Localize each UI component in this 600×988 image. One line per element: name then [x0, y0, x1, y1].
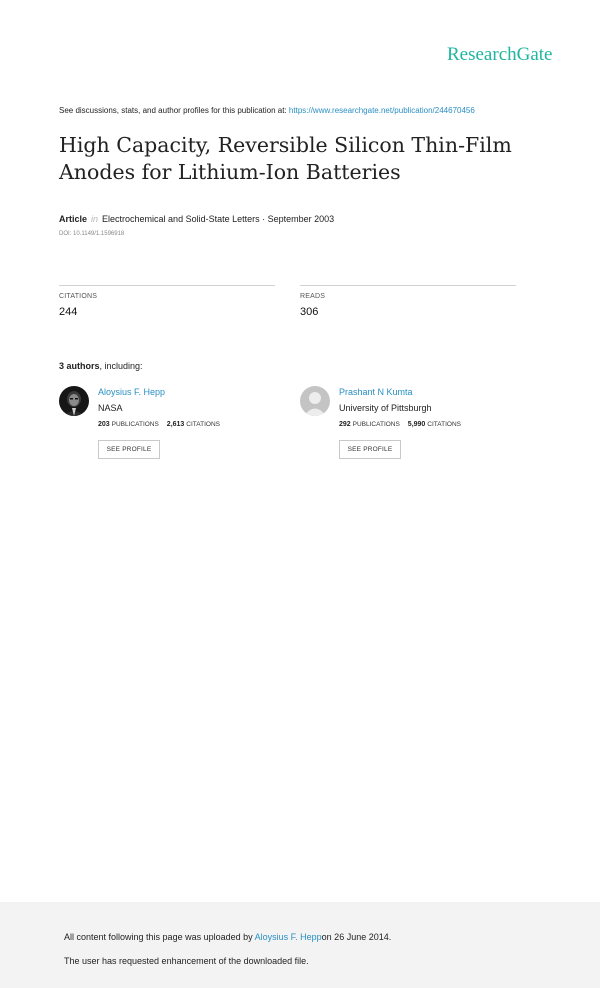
author-name[interactable]: Prashant N Kumta — [339, 387, 413, 397]
page-title — [59, 132, 539, 186]
doi: DOI: 10.1149/1.1596918 — [59, 231, 125, 237]
title-line-1: High Capacity, Reversible Silicon Thin-Film — [59, 133, 512, 157]
uploader-link[interactable]: Aloysius F. Hepp — [254, 932, 322, 942]
publications-count: 292 — [339, 421, 351, 428]
author-citations-count: 5,990 — [407, 421, 426, 428]
author-card — [59, 386, 289, 466]
default-avatar-icon[interactable] — [300, 386, 330, 416]
publication-link[interactable]: https://www.researchgate.net/publication/244670456 — [288, 106, 475, 115]
divider-citations — [59, 285, 275, 286]
author-card — [300, 386, 530, 466]
authors-count: 3 authors — [59, 361, 100, 371]
author-photo-icon — [59, 386, 89, 416]
author-citations-label: CITATIONS — [186, 421, 220, 428]
discussion-line — [59, 106, 475, 115]
avatar-placeholder-icon — [300, 386, 330, 416]
publication-meta — [59, 214, 334, 224]
publication-type: Article — [59, 214, 88, 224]
venue: Electrochemical and Solid-State Letters · September 2003 — [102, 214, 335, 224]
footer — [0, 902, 600, 988]
title-line-2: Anodes for Lithium-Ion Batteries — [59, 160, 401, 184]
author-name[interactable]: Aloysius F. Hepp — [98, 387, 166, 397]
reads-value: 306 — [300, 306, 319, 318]
author-stats — [339, 421, 461, 428]
author-institution: University of Pittsburgh — [339, 403, 432, 413]
author-institution: NASA — [98, 403, 123, 413]
reads-label: READS — [300, 293, 326, 300]
in-word: in — [91, 214, 99, 224]
authors-heading — [59, 361, 143, 371]
upload-note — [64, 932, 391, 942]
upload-suffix: on 26 June 2014. — [321, 932, 392, 942]
authors-suffix: , including: — [99, 361, 143, 371]
discussion-text: See discussions, stats, and author profiles for this publication at: — [59, 106, 287, 115]
publications-count: 203 — [98, 421, 110, 428]
author-photo[interactable] — [59, 386, 89, 416]
see-profile-button[interactable]: SEE PROFILE — [98, 440, 160, 459]
upload-prefix: All content following this page was uploaded by — [64, 932, 253, 942]
author-citations-label: CITATIONS — [427, 421, 461, 428]
author-stats — [98, 421, 220, 428]
publications-label: PUBLICATIONS — [352, 421, 400, 428]
enhancement-note: The user has requested enhancement of the downloaded file. — [64, 956, 309, 966]
citations-value: 244 — [59, 306, 78, 318]
publications-label: PUBLICATIONS — [111, 421, 159, 428]
divider-reads — [300, 285, 516, 286]
researchgate-logo[interactable]: ResearchGate — [447, 44, 553, 65]
author-citations-count: 2,613 — [166, 421, 185, 428]
citations-label: CITATIONS — [59, 293, 98, 300]
see-profile-button[interactable]: SEE PROFILE — [339, 440, 401, 459]
